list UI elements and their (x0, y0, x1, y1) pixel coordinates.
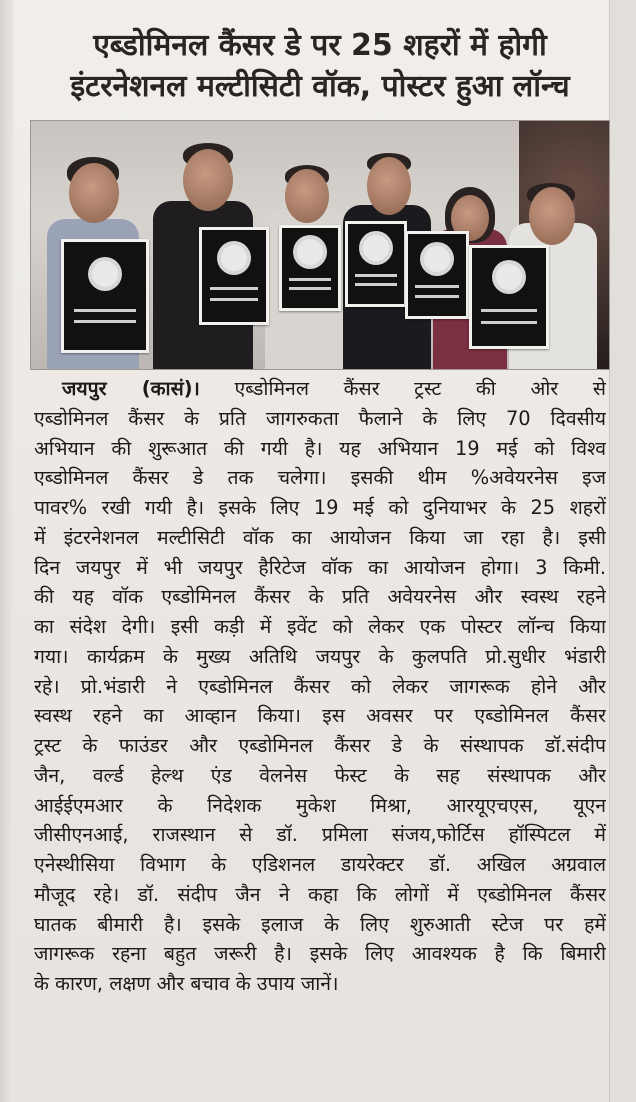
article-line: आईईएमआर के निदेशक मुकेश मिश्रा, आरयूएचएस, यूएन (34, 793, 606, 817)
article-line: ट्रस्ट के फाउंडर और एब्डोमिनल कैंसर डे के संस्थापक डॉ.संदीप (34, 734, 606, 757)
article-line: का संदेश देगी। इसी कड़ी में इवेंट को लेकर एक पोस्टर लॉन्च किया (34, 615, 606, 638)
event-poster (61, 239, 149, 353)
article-line: जैन, वर्ल्ड हेल्थ एंड वेलनेस फेस्ट के सह संस्थापक और (34, 763, 606, 787)
article-line: घातक बीमारी है। इसके इलाज के लिए शुरुआती स्टेज पर हमें (34, 912, 606, 936)
article-body (34, 374, 606, 999)
adjacent-column-edge (609, 0, 636, 1102)
article-line: मौजूद रहे। डॉ. संदीप जैन ने कहा कि लोगों में एब्डोमिनल कैंसर (34, 882, 606, 906)
article-line: जागरूक रहना बहुत जरूरी है। इसके लिए आवश्यक है कि बिमारी (34, 942, 606, 966)
article-line: पावर% रखी गयी है। इसके लिए 19 मई को दुनियाभर के 25 शहरों (34, 496, 606, 519)
article-line: में इंटरनेशनल मल्टीसिटी वॉक का आयोजन किया जा रहा है। इसी (34, 525, 606, 549)
event-poster (279, 225, 341, 311)
event-poster (469, 245, 549, 349)
article-line: स्वस्थ रहने का आव्हान किया। इस अवसर पर एब्डोमिनल कैंसर (34, 704, 606, 728)
page-left-edge (0, 0, 14, 1102)
news-photo (30, 120, 610, 370)
article-line: रहे। प्रो.भंडारी ने एब्डोमिनल कैंसर को लेकर जागरूक होने और (34, 674, 606, 698)
article-line: एब्डोमिनल कैंसर के प्रति जागरुकता फैलाने के लिए 70 दिवसीय (34, 406, 606, 430)
headline-line-1: एब्डोमिनल कैंसर डे पर 25 शहरों में होगी (93, 28, 547, 63)
article-line: के कारण, लक्षण और बचाव के उपाय जानें। (34, 972, 339, 995)
event-poster (345, 221, 407, 307)
event-poster (405, 231, 469, 319)
event-poster (199, 227, 269, 325)
article-line: की यह वॉक एब्डोमिनल कैंसर के प्रति अवेयरनेस और स्वस्थ रहने (34, 585, 606, 609)
article-line: जीसीएनआई, राजस्थान से डॉ. प्रमिला संजय,फोर्टिस हॉस्पिटल में (34, 823, 606, 847)
article-line: अभियान की शुरूआत की गयी है। यह अभियान 19 मई को विश्व (34, 436, 606, 460)
article-line: गया। कार्यक्रम के मुख्य अतिथि जयपुर के कुलपति प्रो.सुधीर भंडारी (34, 644, 606, 668)
article-line: दिन जयपुर में भी जयपुर हैरिटेज वॉक का आयोजन होगा। 3 किमी. (34, 555, 606, 579)
article-line: जयपुर (कासं)। एब्डोमिनल कैंसर ट्रस्ट की ओर से (62, 377, 606, 400)
headline (40, 26, 600, 108)
article-line: एनेस्थीसिया विभाग के एडिशनल डायरेक्टर डॉ. अखिल अग्रवाल (34, 853, 606, 876)
headline-line-2: इंटरनेशनल मल्टीसिटी वॉक, पोस्टर हुआ लॉन्च (70, 69, 570, 104)
article-line: एब्डोमिनल कैंसर डे तक चलेगा। इसकी थीम %अवेयरनेस इज (34, 466, 606, 490)
dateline: जयपुर (कासं)। (62, 377, 200, 400)
